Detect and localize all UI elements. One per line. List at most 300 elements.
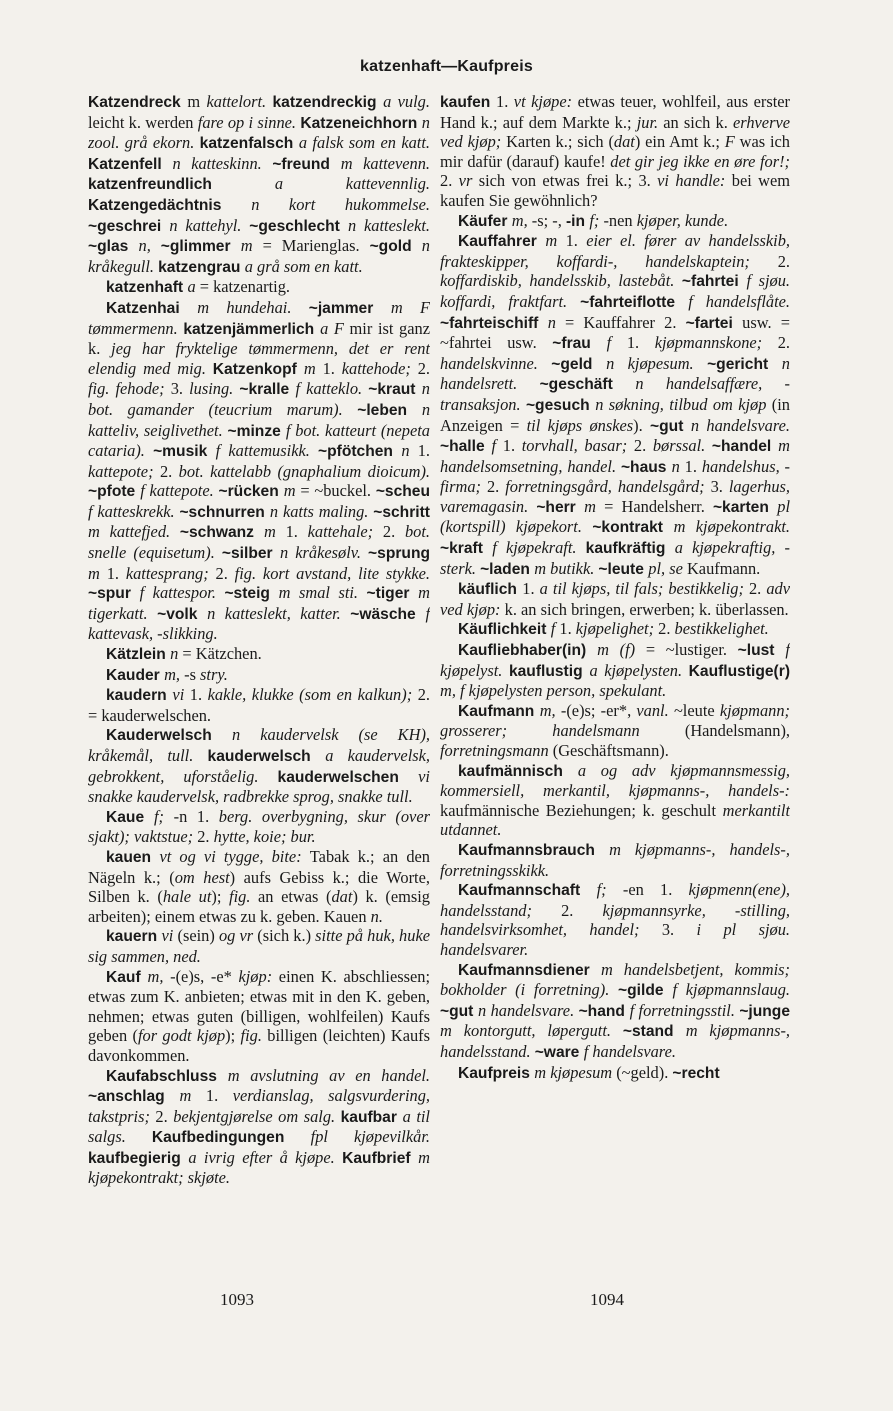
translation-text: forretningsgård, handelsgård; (505, 477, 711, 497)
headword: ~leute (598, 560, 649, 578)
translation-text: n handelsvare. (477, 1000, 579, 1020)
translation-text: a vulg. (383, 92, 430, 111)
headword: kauflustig (508, 662, 590, 680)
translation-text: lagerhus, varemagasin. (440, 477, 790, 516)
headword: ~musik (153, 443, 216, 461)
entry-text: = ~buckel. (300, 481, 376, 501)
translation-text: forretningsmann (440, 741, 553, 760)
translation-text: vanl. (636, 700, 674, 720)
translation-text: m, (147, 966, 171, 986)
entry-text: mir ist ganz k. (88, 318, 430, 359)
translation-text: f bot. katteurt (nepeta cataria). (88, 420, 430, 461)
headword: Kaufbedingungen (151, 1129, 311, 1147)
translation-text: n handelsvare. (690, 415, 790, 435)
headword: Katzenkopf (212, 360, 304, 378)
translation-text: f katteklo. (295, 379, 369, 399)
dictionary-entry (88, 725, 430, 806)
translation-text: bot. kattelabb (gnaphalium dioicum). (178, 461, 430, 481)
translation-text: f (550, 619, 560, 639)
dictionary-entry (440, 1063, 790, 1084)
entry-text: 2. (777, 251, 790, 271)
translation-text: f kattevask, -slikking. (88, 603, 430, 644)
translation-text: n kort hukommelse. (251, 194, 430, 214)
headword: ~sprung (368, 545, 430, 563)
entry-text: 2. (633, 436, 653, 456)
headword: ~freund (272, 155, 341, 173)
translation-text: i pl sjøu. handelsvarer. (440, 920, 790, 959)
translation-text: dat (613, 132, 635, 152)
translation-text: a kaudervelsk, gebrokkent, uforståelig. (88, 746, 430, 786)
entry-text: 1. (626, 333, 655, 353)
translation-text: n kjøpesum. (606, 353, 708, 373)
headword: ~minze (227, 422, 286, 440)
headword: ~gut (440, 1002, 478, 1020)
entry-text: 1. (559, 619, 576, 639)
translation-text: m (545, 231, 566, 251)
translation-text: merkantilt utdannet. (440, 800, 790, 840)
translation-text: m hundehai. (197, 297, 309, 317)
headword: Kauder (106, 666, 165, 684)
entry-text: 1. (285, 522, 308, 542)
headword: ~geschlecht (249, 217, 348, 235)
translation-text: kattehale; (307, 522, 383, 542)
entry-text: = Handelsherr. (604, 496, 713, 516)
translation-text: verdianslag, salgsvurdering, takstpris; (88, 1086, 430, 1126)
translation-text: a F (320, 318, 350, 338)
headword: ~kontrakt (592, 519, 674, 537)
headword: katzenfreundlich (88, 176, 275, 194)
entry-text: = katzenartig. (199, 277, 290, 297)
translation-text: for godt kjøp (137, 1026, 226, 1046)
entry-text: 1. (565, 231, 587, 251)
entry-text: (Handelsmann), (684, 721, 790, 741)
headword: kaufmännisch (458, 762, 578, 780)
page-number-right: 1094 (590, 1290, 624, 1309)
entry-text: 1. (502, 436, 522, 456)
headword: ~schnurren (179, 503, 270, 521)
dictionary-entry (440, 640, 790, 701)
translation-text: jur. (636, 112, 664, 132)
headword: ~fahrteischiff (440, 314, 548, 332)
entry-text: -(e)s, -e* (170, 966, 239, 986)
dictionary-entry (440, 579, 790, 619)
translation-text: m (283, 481, 301, 501)
entry-text: ) ein Amt k.; (634, 132, 725, 152)
headword: kaufkräftig (585, 540, 675, 558)
translation-text: om hest (174, 867, 230, 887)
entry-text: 1. (189, 685, 208, 705)
entry-text: = ~lustiger. (645, 640, 738, 660)
entry-text: etwas teuer, wohlfeil, aus erster Hand k.; auf dem Markte k.; (440, 92, 790, 132)
translation-text: vi handle: (657, 171, 732, 191)
headword: ~rücken (218, 483, 284, 501)
entry-text: 2. (159, 461, 179, 481)
headword: ~silber (221, 545, 280, 563)
dictionary-entry (88, 926, 430, 966)
entry-text: an etwas ( (258, 887, 332, 907)
headword: Käuflichkeit (458, 621, 551, 639)
entry-text: ~leute (673, 700, 720, 720)
translation-text: bestikkelighet. (674, 619, 769, 639)
headword: Katzenfell (88, 155, 173, 173)
entry-text: 3. (661, 920, 697, 940)
translation-text: n katteskinn. (172, 153, 273, 173)
entry-text: leicht k. werden (88, 112, 198, 132)
translation-text: m kattevenn. (340, 153, 430, 173)
dictionary-entry (88, 685, 430, 725)
headword: ~hand (578, 1002, 630, 1020)
translation-text: n katts maling. (269, 501, 374, 521)
headword: Katzeneichhorn (300, 114, 422, 132)
headword: ~kraft (440, 540, 493, 558)
entry-text: 2. (486, 477, 506, 497)
entry-text: 2. (440, 171, 459, 191)
translation-text: vt og vi tygge, bite: (159, 846, 310, 866)
right-column (440, 92, 790, 1287)
entry-text: billigen (leichten) Kaufs davonkommen. (88, 1026, 430, 1065)
translation-text: kattesprang; (125, 563, 216, 583)
headword: kauderwelsch (207, 748, 326, 765)
entry-text: k. an sich bringen, erwerben; k. überlassen. (504, 599, 789, 619)
headword: Käufer (458, 212, 512, 230)
entry-text: 2. (777, 333, 790, 353)
entry-text: 1. (496, 92, 514, 111)
entry-text: (Geschäftsmann). (552, 741, 669, 760)
entry-text: 2. (197, 827, 214, 847)
translation-text: f handelsflåte. (688, 291, 790, 311)
translation-text: m (584, 496, 605, 516)
translation-text: m tigerkatt. (88, 583, 430, 623)
headword: Kaufbrief (342, 1149, 419, 1167)
dictionary-entry (440, 92, 790, 211)
entry-text: 2. (215, 563, 235, 583)
translation-text: vt kjøpe: (513, 92, 578, 111)
entry-text: 2. = kauderwelschen. (88, 685, 430, 725)
headword: ~fahrtei (681, 273, 747, 291)
dictionary-entry (88, 92, 430, 277)
entry-text: ) k. (emsig arbeiten); einem etwas zu k. geben. Kauen (88, 887, 430, 926)
translation-text: vi (172, 685, 190, 705)
headword: ~gesuch (525, 396, 596, 414)
headword: ~kralle (239, 381, 296, 399)
translation-text: kjøper, kunde. (636, 210, 729, 230)
translation-text: n katteslekt. (347, 215, 430, 235)
headword: katzendreckig (272, 94, 384, 111)
translation-text: m kjøpekontrakt; skjøte. (88, 1147, 430, 1188)
translation-text: a til salgs. (88, 1106, 430, 1147)
dictionary-entry (88, 665, 430, 686)
dictionary-entry (440, 231, 790, 579)
translation-text: m kattefjed. (88, 522, 180, 542)
translation-text: sitte på huk, huke sig sammen, ned. (88, 926, 430, 966)
translation-text: kjøpmannsyrke, -stilling, handelsvirksomhet, handel; (440, 900, 790, 940)
translation-text: f kattemusikk. (215, 441, 318, 461)
headword: Kaufmannschaft (458, 882, 597, 900)
headword: ~geld (551, 355, 607, 373)
translation-text: a ivrig efter å kjøpe. (188, 1147, 343, 1167)
headword: ~recht (672, 1064, 720, 1082)
translation-text: n. (370, 906, 383, 926)
translation-text: torvhall, basar; (521, 436, 634, 456)
headword: -in (565, 212, 590, 230)
entry-text: 2. (417, 358, 430, 378)
translation-text: f (491, 436, 503, 456)
headword: ~fartei (685, 314, 743, 332)
dictionary-entry (440, 701, 790, 761)
entry-text: -en 1. (622, 880, 689, 900)
translation-text: bot. snelle (equisetum). (88, 522, 430, 563)
translation-text: fig. (240, 1026, 268, 1046)
dictionary-entry (440, 880, 790, 959)
headword: ~scheu (375, 483, 430, 501)
headword: Kaufabschluss (106, 1067, 228, 1085)
translation-text: vi snakke kaudervelsk, radbrekke sprog, snakke tull. (88, 766, 430, 807)
translation-text: kattehode; (341, 358, 418, 378)
translation-text: f; (153, 806, 174, 826)
headword: kaudern (106, 687, 173, 705)
entry-text: m (187, 92, 207, 111)
headword: ~gold (369, 238, 422, 256)
dictionary-entry (440, 761, 790, 840)
translation-text: n zool. grå ekorn. (88, 112, 430, 153)
headword: kaufbar (340, 1108, 403, 1126)
translation-text: m, (511, 210, 532, 230)
headword: ~laden (480, 560, 535, 578)
translation-text: m kjøpekontrakt. (673, 517, 790, 537)
translation-text: n handelsaffære, -transaksjon. (440, 374, 790, 414)
entry-text: (~geld). (616, 1062, 673, 1082)
translation-text: kjøpmann; grosserer; handelsmann (440, 700, 790, 741)
entry-text: Kaufmann. (686, 558, 761, 578)
headword: ~handel (711, 438, 779, 456)
headword: ~lust (737, 642, 786, 660)
entry-text: 1. (205, 1086, 233, 1106)
translation-text: m kjøpesum (534, 1062, 617, 1082)
translation-text: n (401, 441, 418, 461)
entry-text: 3. (710, 477, 729, 497)
entry-text: = Kätzchen. (182, 644, 262, 664)
translation-text: fig. fehode; (88, 379, 171, 399)
headword: Kauderwelsch (106, 727, 232, 745)
headword: ~pfötchen (318, 443, 402, 461)
headword: ~schwanz (179, 524, 264, 542)
translation-text: kjøpelighet; (575, 619, 659, 639)
headword: Kaue (106, 808, 154, 826)
headword: ~wäsche (350, 605, 426, 623)
translation-text: n, (138, 236, 161, 256)
headword: ~gut (650, 417, 691, 435)
translation-text: f kjøpekraft. (492, 538, 586, 558)
translation-text: stry. (200, 664, 228, 684)
headword: ~tiger (366, 585, 419, 603)
translation-text: og vr (218, 926, 258, 946)
translation-text: n katteslekt, katter. (207, 603, 351, 623)
headword: ~spur (88, 585, 140, 603)
translation-text: pl (kortspill) kjøpekort. (440, 496, 790, 537)
headword: ~junge (739, 1002, 790, 1020)
translation-text: bekjentgjørelse om salg. (173, 1106, 341, 1126)
entry-text: 2. (748, 579, 767, 599)
translation-text: hytte, koie; bur. (213, 827, 316, 847)
headword: ~schritt (373, 503, 430, 521)
translation-text: m butikk. (534, 558, 599, 578)
entry-text: 1. (322, 358, 342, 378)
entry-text: -s; -, (531, 210, 566, 230)
translation-text: a kjøpekraftig, -sterk. (440, 538, 790, 578)
translation-text: a (187, 277, 200, 297)
entry-text: = Marienglas. (262, 236, 370, 256)
headword: katzenjämmerlich (183, 320, 321, 338)
translation-text: n (170, 644, 183, 664)
headword: ~jammer (308, 299, 391, 317)
translation-text: hale ut (162, 887, 212, 907)
entry-text: Karten k.; sich ( (506, 132, 614, 152)
headword: käuflich (458, 581, 523, 599)
entry-text: ) aufs Gebiss k.; die Worte, Silben k. ( (88, 867, 430, 907)
translation-text: n (671, 456, 685, 476)
headword: ~pfote (88, 483, 141, 501)
entry-text: 1. (684, 456, 702, 476)
headword: kauen (106, 848, 160, 866)
entry-text: sich von etwas frei k.; 3. (478, 171, 658, 191)
headword: ~gericht (707, 355, 782, 373)
translation-text: kjøpmannskone; (654, 333, 778, 353)
entry-text: 2. (155, 1106, 174, 1126)
headword: ~steig (224, 585, 279, 603)
dictionary-entry (88, 967, 430, 1066)
translation-text: kattepote; (88, 461, 160, 481)
headword: katzenfalsch (199, 135, 299, 153)
translation-text: vr (458, 171, 479, 191)
translation-text: fpl kjøpevilkår. (310, 1127, 430, 1147)
translation-text: dat (331, 887, 353, 907)
translation-text: a til kjøps, til fals; bestikkelig; (539, 579, 749, 599)
headword: Kätzlein (106, 646, 171, 664)
translation-text: kattelort. (206, 92, 273, 111)
translation-text: vi (161, 926, 178, 946)
headword: ~leben (357, 401, 422, 419)
entry-text: 1. (522, 579, 540, 599)
page-number-left: 1093 (220, 1290, 254, 1309)
entry-text: bei wem kaufen Sie gewöhnlich? (440, 171, 790, 210)
headword: ~glimmer (160, 238, 241, 256)
entry-text: = Kauffahrer 2. (565, 312, 686, 332)
headword: Kaufliebhaber(in) (458, 642, 598, 660)
left-column (88, 92, 430, 1287)
entry-text: Tabak k.; an den Nägeln k.; ( (88, 846, 430, 887)
translation-text: handelshus, -firma; (440, 456, 790, 497)
headword: ~glas (88, 238, 139, 256)
headword: ~herr (536, 498, 585, 516)
translation-text: eier el. fører av handelsskib, frakteskipper, koffardi-, handelskaptein; (440, 231, 790, 271)
headword: ~stand (622, 1023, 686, 1041)
headword: ~anschlag (88, 1088, 180, 1106)
translation-text: m F tømmermenn. (88, 297, 430, 338)
translation-text: a falsk som en katt. (298, 133, 430, 153)
translation-text: børssal. (652, 436, 712, 456)
translation-text: F (724, 132, 740, 152)
translation-text: koffardiskib, handelsskib, lastebåt. (440, 271, 682, 291)
entry-text: an sich k. (663, 112, 733, 132)
translation-text: lusing. (189, 379, 240, 399)
translation-text: m, (164, 664, 185, 684)
headword: Kaufmann (458, 702, 540, 720)
headword: Kauflustige(r) (688, 662, 790, 680)
dictionary-entry (88, 807, 430, 847)
translation-text: m (263, 522, 286, 542)
translation-text: a kattevennlig. (274, 174, 430, 194)
translation-text: m avslutning av en handel. (227, 1065, 430, 1085)
translation-text: adv ved kjøp: (440, 579, 790, 619)
translation-text: f kattespor. (139, 583, 225, 603)
translation-text: kjøp: (238, 966, 279, 986)
translation-text: kjøpmenn(ene), handelsstand; (440, 880, 790, 920)
translation-text: pl, se (648, 558, 687, 578)
headword: ~karten (712, 498, 778, 516)
translation-text: m kjøpmanns-, handels-, forretningsskikk. (440, 839, 790, 880)
translation-text: m kjøpmanns-, handelsstand. (440, 1021, 790, 1061)
entry-text: 1. (106, 563, 126, 583)
headword: ~volk (157, 605, 208, 623)
translation-text: n kaudervelsk (se KH), kråkemål, tull. (88, 725, 430, 765)
translation-text: n handelsrett. (440, 353, 790, 394)
translation-text: a og adv kjøpmannsmessig, kommersiell, merkantil, kjøpmanns-, handels-: (440, 760, 790, 801)
translation-text: m (240, 236, 263, 256)
translation-text: n søkning, tilbud om kjøp (595, 394, 772, 414)
headword: Kaufmannsbrauch (458, 841, 610, 859)
headword: ~fahrteiflotte (580, 293, 689, 311)
translation-text: a grå som en katt. (244, 256, 363, 276)
headword: katzenhaft (106, 279, 188, 297)
entry-text: (sein) (177, 926, 219, 946)
translation-text: f katteskrekk. (88, 501, 180, 521)
translation-text: m kontorgutt, løpergutt. (440, 1021, 623, 1041)
entry-text: was ich mir dafür (darauf) kaufe! (440, 132, 790, 171)
translation-text: f forretningsstil. (629, 1000, 740, 1020)
translation-text: f (606, 333, 627, 353)
headword: Katzendreck (88, 94, 188, 111)
entry-text: ); (211, 887, 230, 907)
translation-text: n kattehyl. (169, 215, 250, 235)
headword: ~ware (534, 1043, 584, 1061)
entry-text: (in Anzeigen = (440, 394, 790, 435)
translation-text: til kjøps ønskes (526, 415, 634, 435)
headword: ~halle (440, 438, 492, 456)
headword: kaufbegierig (88, 1149, 189, 1167)
translation-text: m, (539, 700, 561, 720)
translation-text: f kjøpmannslaug. (672, 980, 790, 1000)
translation-text: n katteliv, seiglivethet. (88, 399, 430, 440)
translation-text: m handelsomsetning, handel. (440, 436, 790, 476)
entry-text: ); (225, 1026, 241, 1046)
headword: Kauffahrer (458, 233, 546, 251)
entry-text: -n 1. (173, 806, 219, 826)
headword: Kauf (106, 968, 148, 986)
dictionary-entry (440, 840, 790, 880)
headword: Kaufpreis (458, 1064, 535, 1082)
dictionary-entry (88, 298, 430, 644)
dictionary-entry (440, 960, 790, 1063)
translation-text: m (88, 563, 107, 583)
translation-text: n (547, 312, 566, 332)
translation-text: erhverve ved kjøp; (440, 112, 790, 152)
translation-text: handelskvinne. (440, 353, 552, 373)
translation-text: jeg har fryktelige tømmermenn, det er rent elendig med mig. (88, 339, 430, 378)
headword: kauern (106, 928, 162, 946)
entry-text: (sich k.) (257, 926, 316, 946)
translation-text: kakle, klukke (som en kalkun); (207, 685, 418, 705)
translation-text: n bot. gamander (teucrium marum). (88, 379, 430, 419)
